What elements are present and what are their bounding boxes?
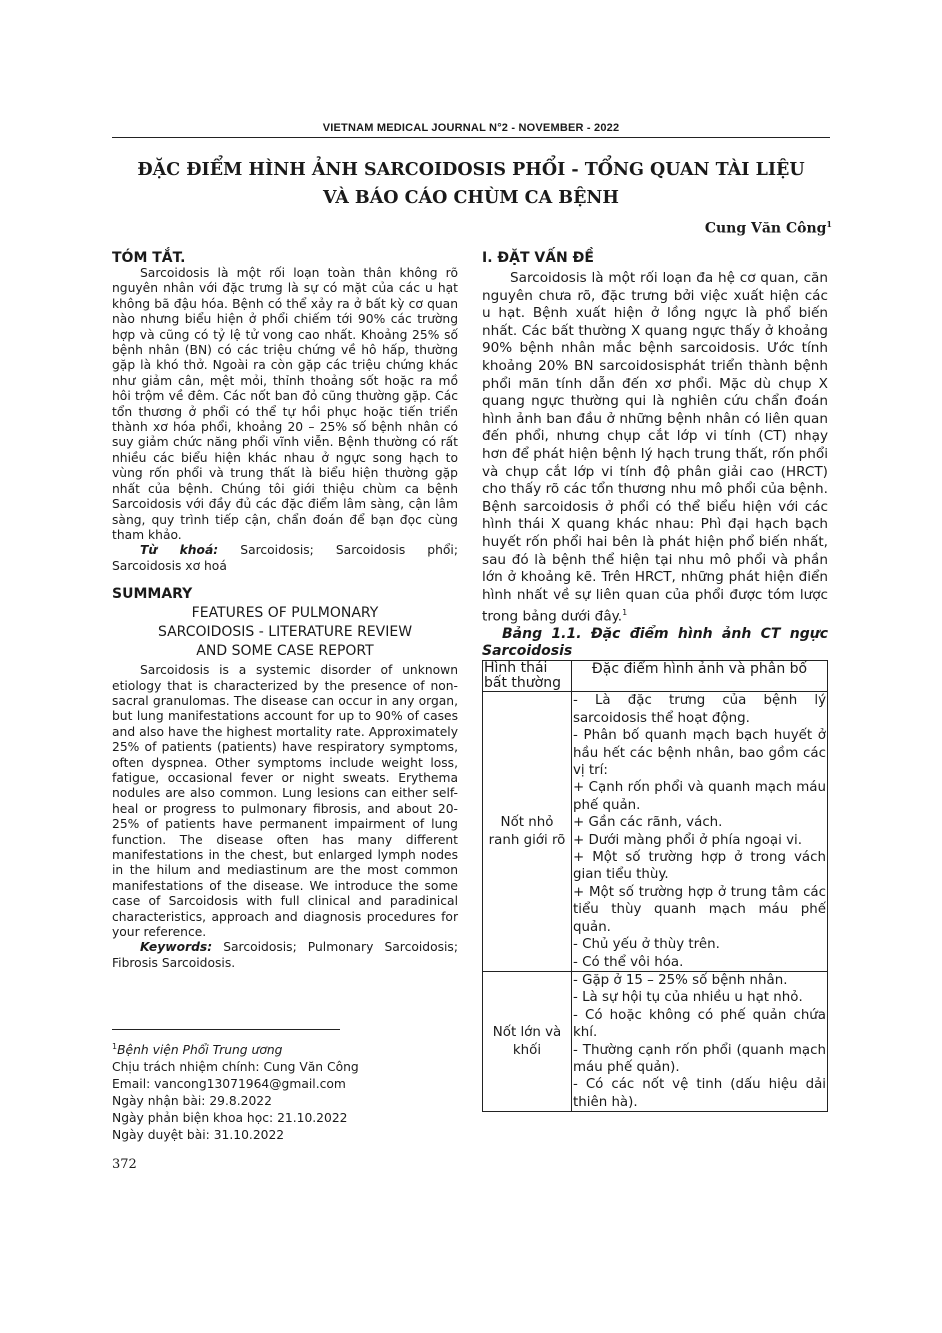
left-column [112, 250, 458, 971]
summary-title-line-1: FEATURES OF PULMONARY [191, 605, 379, 622]
table-feature-line: + Dưới màng phổi ở phía ngoại vi. [573, 832, 802, 848]
footnote-affiliation-mark: 1 [112, 1042, 118, 1051]
right-column [482, 250, 828, 1112]
table-row [483, 692, 828, 972]
table-body [483, 692, 828, 1112]
summary-title [112, 604, 458, 661]
title-line-2: VÀ BÁO CÁO CHÙM CA BỆNH [323, 188, 619, 208]
table-feature-line: - Chủ yếu ở thùy trên. [573, 937, 720, 953]
intro-heading: I. ĐẶT VẤN ĐỀ [482, 250, 594, 266]
abstract-keywords-value: Sarcoidosis; Sarcoidosis phổi; Sarcoidosis xơ hoá [112, 543, 458, 573]
article-title [112, 156, 830, 212]
table-feature-line: - Có các nốt vệ tinh (dấu hiệu dải thiên hà). [573, 1077, 826, 1110]
footnote-rule [112, 1029, 340, 1030]
table-feature-line: - Là sự hội tụ của nhiều u hạt nhỏ. [573, 990, 803, 1006]
summary-keywords [112, 940, 458, 971]
summary-keywords-label: Keywords: [140, 940, 213, 955]
table-header-features: Đặc điểm hình ảnh và phân bố [572, 661, 828, 692]
title-line-1: ĐẶC ĐIỂM HÌNH ẢNH SARCOIDOSIS PHỔI - TỔNG QUAN TÀI LIỆU [137, 160, 805, 180]
intro-text [482, 270, 828, 626]
table-feature-line: - Phân bố quanh mạch bạch huyết ở hầu hết các bệnh nhân, bao gồm các vị trí: [573, 728, 826, 779]
table-cell-morphology: Nốt lớn và khối [483, 971, 572, 1111]
author-affiliation-mark: 1 [826, 219, 832, 229]
table-feature-line: + Cạnh rốn phổi và quanh mạch máu phế quản. [573, 780, 826, 813]
footnote-email: Email: vancong13071964@gmail.com [112, 1077, 346, 1092]
table-feature-line: - Gặp ở 15 – 25% số bệnh nhân. [573, 972, 788, 988]
footnote-affiliation [112, 1038, 359, 1059]
table-feature-line: + Gần các rãnh, vách. [573, 815, 723, 831]
summary-title-line-3: AND SOME CASE REPORT [196, 643, 374, 660]
journal-header: VIETNAM MEDICAL JOURNAL N°2 - NOVEMBER - 2022 [322, 122, 620, 134]
footnote-accepted: Ngày duyệt bài: 31.10.2022 [112, 1128, 285, 1143]
footnote-corresponding: Chịu trách nhiệm chính: Cung Văn Công [112, 1060, 359, 1075]
abstract-heading: TÓM TẮT. [112, 250, 186, 266]
table-feature-line: - Thường cạnh rốn phổi (quanh mạch máu phế quản). [573, 1042, 826, 1075]
table-header-row [483, 661, 828, 692]
table-feature-line: - Là đặc trưng của bệnh lý sarcoidosis thể hoạt động. [573, 693, 826, 726]
author-text: Cung Văn Công [704, 220, 827, 237]
table-header-morphology: Hình thái bất thường [483, 661, 572, 692]
abstract-keywords [112, 543, 458, 574]
summary-heading: SUMMARY [112, 586, 193, 603]
abstract-text: Sarcoidosis là một rối loạn toàn thân không rõ nguyên nhân với đặc trưng là sự có mặt của các u hạt không bã đậu hóa. Bệnh có thể xảy ra ở bất kỳ cơ quan nào nhưng biểu hiện ở phổi chiếm tới 90% các trường hợp và cũng có tỷ lệ tử vong cao nhất. Khoảng 25% số bệnh nhân (BN) có các triệu chứng về hô hấp, thường gặp là khó thở. Ngoài ra còn gặp các triệu chứng khác như giảm cân, mệt mỏi, thỉnh thoảng sốt hoặc ra mồ hôi trộm về đêm. Các nốt ban đỏ cũng thường gặp. Các tổn thương ở phổi có thể tự hồi phục hoặc tiến triển thành xơ hóa phổi, khoảng 20 – 25% số bệnh nhân có suy giảm chức năng phổi vĩnh viễn. Bệnh thường có rất nhiều các biểu hiện khác nhau ở ngực song hạch to vùng rốn phổi và trung thất là biểu hiện thường gặp nhất của bệnh. Chúng tôi giới thiệu chùm ca bệnh Sarcoidosis với đầy đủ các đặc điểm lâm sàng, cận lâm sàng, quy trình tiếp cận, chẩn đoán để bạn đọc cùng tham khảo. [112, 266, 458, 542]
header-rule [112, 137, 830, 138]
intro-reference: 1 [622, 608, 628, 618]
footnotes [112, 1038, 359, 1144]
summary-title-line-2: SARCOIDOSIS - LITERATURE REVIEW [157, 624, 413, 641]
ct-features-table [482, 660, 828, 1112]
page-number: 372 [112, 1157, 137, 1172]
table-cell-features [572, 692, 828, 972]
table-feature-line: - Có thể vôi hóa. [573, 954, 684, 970]
footnote-reviewed: Ngày phản biện khoa học: 21.10.2022 [112, 1111, 348, 1126]
abstract-keywords-label: Từ khoá: [140, 543, 219, 558]
summary-text: Sarcoidosis is a systemic disorder of unknown etiology that is characterized by the presence of non-sacral granulomas. The disease can occur in any organ, but lung manifestations account for up to 90% of cases and also have the highest mortality rate. Approximately 25% of patients (patients) have respiratory symptoms, often dyspnea. Other symptoms include weight loss, fatigue, occasional fever or night sweats. Erythema nodules are also common. Lung lesions can either self-heal or progress to pulmonary fibrosis, and about 20-25% of patients have permanent impairment of lung function. The disease often has many different manifestations in the chest, but enlarged lymph nodes in the hilum and mediastinum are the most common manifestations of the disease. We introduce the some case of Sarcoidosis with full clinical and paradinical characteristics, approach and diagnosis procedures for your reference. [112, 663, 458, 940]
intro-body: Sarcoidosis là một rối loạn đa hệ cơ quan, căn nguyên chưa rõ, đặc trưng bởi việc xuất hiện các u hạt. Bệnh xuất hiện ở lồng ngực là phổ biến nhất. Các bất thường X quang ngực thấy ở khoảng 90% bệnh nhân mắc bệnh sarcoidosis. Ước tính khoảng 20% BN sarcoidosisphát triển thành bệnh phổi mãn tính dẫn đến xơ phổi. Mặc dù chụp X quang ngực thường qui là nghiên cứu chẩn đoán hình ảnh ban đầu ở những bệnh nhân có liên quan đến phổi, nhưng chụp cắt lớp vi tính (CT) nhạy hơn để phát hiện bệnh lý hạch trung thất, rốn phổi và chụp cắt lớp vi tính độ phân giải cao (HRCT) cho thấy rõ các tổn thương nhu mô phổi của bệnh. Bệnh sarcoidosis ở phổi có thể biểu hiện với các hình thái X quang khác nhau: Phì đại hạch bạch huyết rốn phổi hai bên là phát hiện phổ biến nhất, sau đó là bệnh thể hiện tại nhu mô phổi và phần lớn ở khoảng kẽ. Trên HRCT, những phát hiện điển hình nhất về sự liên quan của phổi được tóm lược trong bảng dưới đây. [482, 270, 828, 625]
author-name [705, 219, 832, 237]
table-feature-line: + Một số trường hợp ở trung tâm các tiểu thùy quanh mạch máu phế quản. [573, 884, 826, 935]
table-cell-morphology: Nốt nhỏ ranh giới rõ [483, 692, 572, 972]
summary-keywords-value: Sarcoidosis; Pulmonary Sarcoidosis; Fibrosis Sarcoidosis. [112, 940, 458, 970]
footnote-affiliation-text: Bệnh viện Phổi Trung ương [117, 1043, 283, 1058]
table-feature-line: + Một số trường hợp ở trong vách gian tiểu thùy. [573, 850, 826, 883]
table-row [483, 971, 828, 1111]
table-cell-features [572, 971, 828, 1111]
footnote-received: Ngày nhận bài: 29.8.2022 [112, 1094, 272, 1109]
table-feature-line: - Có hoặc không có phế quản chứa khí. [573, 1007, 826, 1041]
table-caption: Bảng 1.1. Đặc điểm hình ảnh CT ngực Sarcoidosis [482, 626, 828, 660]
